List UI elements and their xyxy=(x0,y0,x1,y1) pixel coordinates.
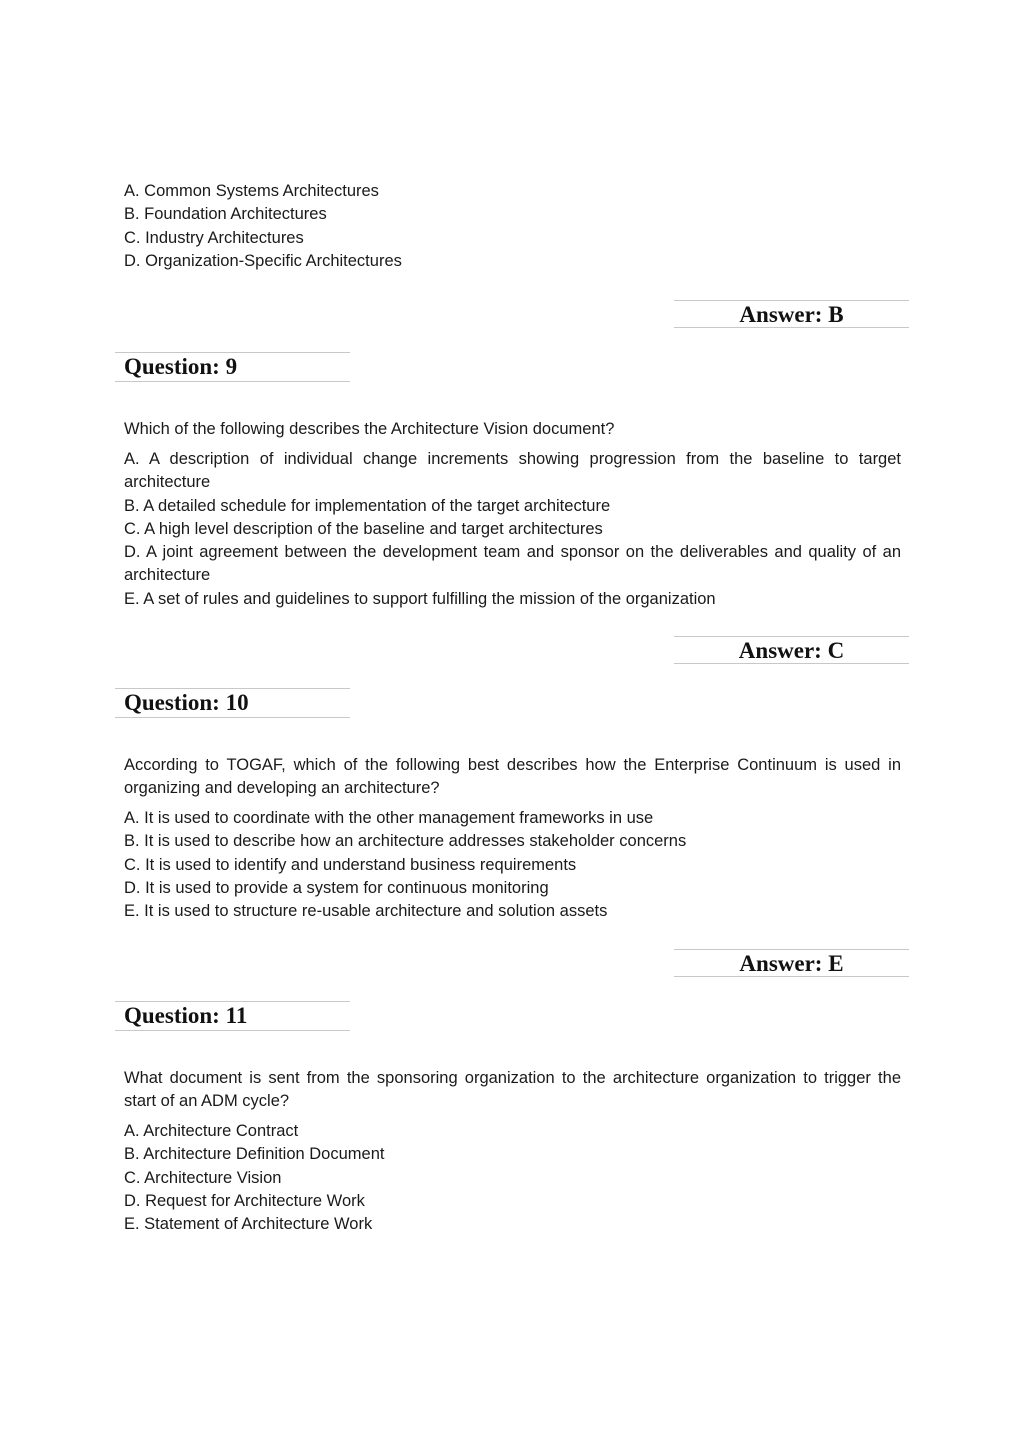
question-text: According to TOGAF, which of the following best describes how the Enterprise Continuum is used in organizing and developing an architecture? xyxy=(124,755,901,797)
question-heading: Question: 11 xyxy=(115,1001,350,1031)
option-item: A. Common Systems Architectures xyxy=(124,182,379,200)
option-item: D. Organization-Specific Architectures xyxy=(124,251,402,270)
option-item: B. It is used to describe how an architecture addresses stakeholder concerns xyxy=(124,832,687,851)
question-options-list xyxy=(124,448,901,611)
option-item: B. Foundation Architectures xyxy=(124,205,327,224)
option-item: B. A detailed schedule for implementation of the target architecture xyxy=(124,496,611,515)
answer-label: Answer: C xyxy=(674,636,909,664)
option-item: B. Architecture Definition Document xyxy=(124,1145,385,1164)
option-item: D. A joint agreement between the development team and sponsor on the deliverables and quality of an architecture xyxy=(124,543,901,585)
option-item: E. Statement of Architecture Work xyxy=(124,1215,373,1234)
option-item: C. Architecture Vision xyxy=(124,1168,282,1187)
option-item: C. Industry Architectures xyxy=(124,228,304,247)
question-text: Which of the following describes the Architecture Vision document? xyxy=(124,419,615,438)
question-heading: Question: 10 xyxy=(115,688,350,718)
option-item: C. It is used to identify and understand business requirements xyxy=(124,855,577,874)
question-heading: Question: 9 xyxy=(115,352,350,382)
question-options-list xyxy=(124,1120,901,1236)
option-item: A. A description of individual change increments showing progression from the baseline to target architecture xyxy=(124,450,901,492)
question-options-list xyxy=(124,807,901,923)
option-item: A. It is used to coordinate with the other management frameworks in use xyxy=(124,809,654,827)
option-item: E. A set of rules and guidelines to support fulfilling the mission of the organization xyxy=(124,589,716,608)
option-item: E. It is used to structure re-usable architecture and solution assets xyxy=(124,902,608,921)
answer-label: Answer: E xyxy=(674,949,909,977)
intro-options-list xyxy=(124,180,901,273)
option-item: D. It is used to provide a system for continuous monitoring xyxy=(124,878,549,897)
question-text: What document is sent from the sponsoring organization to the architecture organization to trigger the start of an ADM cycle? xyxy=(124,1068,901,1110)
option-item: A. Architecture Contract xyxy=(124,1122,299,1140)
option-item: D. Request for Architecture Work xyxy=(124,1191,365,1210)
answer-label: Answer: B xyxy=(674,300,909,328)
option-item: C. A high level description of the baseline and target architectures xyxy=(124,519,603,538)
